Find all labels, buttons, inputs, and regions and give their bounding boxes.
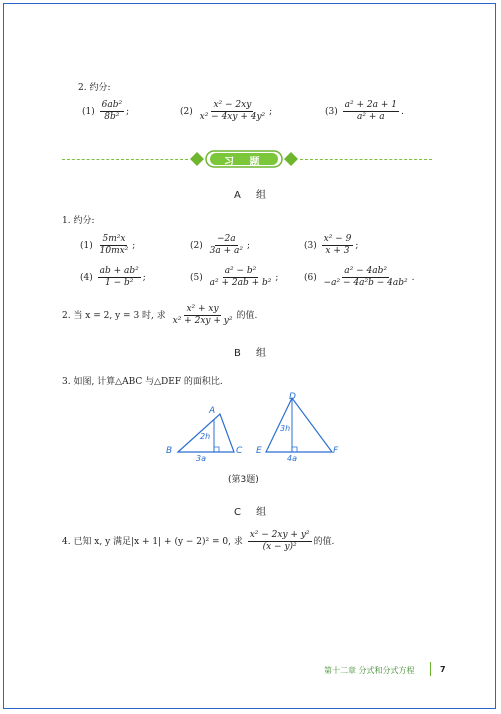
banner-right-line — [300, 159, 432, 160]
label-4a: 4a — [287, 454, 297, 463]
label-a: A — [209, 406, 216, 416]
page-number: 7 — [440, 665, 446, 674]
ex3-text: 3. 如图, 计算△ABC 与△DEF 的面积比. — [62, 377, 223, 387]
footer-chapter: 第十二章 分式和分式方程 — [324, 666, 415, 675]
figure-caption: (第3题) — [228, 475, 259, 485]
ex1-item-2: (2) $\frac{-2a}{\text{3a + a²}}$ ; — [190, 234, 250, 256]
q2-item-2: (2) $\frac{\text{x² − 2xy}}{\text{x² − 4xy + 4y²}}$ ; — [180, 100, 273, 122]
group-c-heading: C 组 — [234, 507, 273, 518]
group-b-heading: B 组 — [234, 348, 273, 359]
banner-left-line — [62, 159, 188, 160]
label-f: F — [333, 446, 339, 456]
ex1-item-1: (1) $\frac{\text{5m²x}}{\text{10mx²}}$ ; — [80, 234, 136, 256]
label-2h: 2h — [200, 432, 211, 441]
label-b: B — [166, 446, 173, 456]
triangles-figure — [160, 390, 350, 470]
q2-label: 2. 约分: — [78, 83, 111, 93]
ex1-label: 1. 约分: — [62, 216, 95, 226]
ex1-item-3: (3) $\frac{\text{x² − 9}}{x + 3}$ ; — [304, 234, 359, 256]
label-e: E — [256, 446, 262, 456]
label-c: C — [236, 446, 243, 456]
footer-divider — [430, 662, 431, 676]
q2-item-3: (3) $\frac{\text{a² + 2a + 1}}{\text{a² + a}}$ . — [325, 100, 404, 122]
ex1-item-4: (4) $\frac{\text{ab + ab²}}{\text{1 − b²}}$ ; — [80, 266, 146, 288]
ex4: 4. 已知 x, y 满足|x + 1| + (y − 2)² = 0, 求 $\frac{\text{x² − 2xy + y²}}{\text{(x − y)²}}$ 的值. — [62, 530, 335, 552]
group-a-heading: A 组 — [234, 190, 273, 201]
label-3h: 3h — [280, 424, 291, 433]
q2-item-1: (1) $\frac{\text{6ab²}}{\text{8b²}}$ ; — [82, 100, 130, 122]
ex1-item-6: (6) $\frac{\text{a² − 4ab²}}{\text{−a² − 4a²b − 4ab²}}$ . — [304, 266, 415, 288]
label-3a: 3a — [196, 454, 206, 463]
label-d: D — [289, 392, 296, 402]
exercise-title: 习 题 — [224, 157, 266, 168]
ex2: 2. 当 x = 2, y = 3 时, 求 $\frac{\text{x² + xy}}{\text{x² + 2xy + y²}}$ 的值. — [62, 304, 258, 326]
triangle-def — [266, 398, 332, 452]
ex1-item-5: (5) $\frac{\text{a² − b²}}{\text{a² + 2ab + b²}}$ ; — [190, 266, 279, 288]
